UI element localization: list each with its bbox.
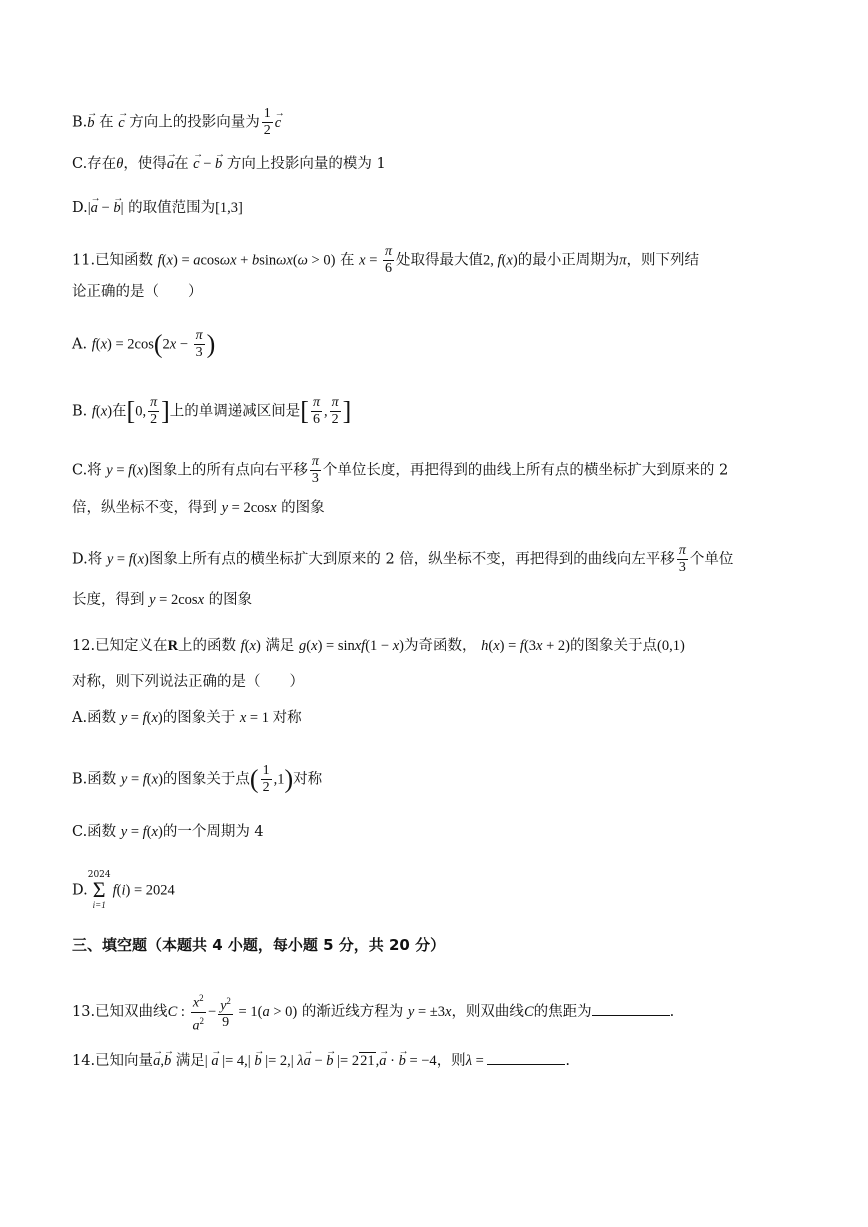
q11-option-d-line2: 长度，得到 y = 2cosx 的图象 bbox=[72, 592, 253, 608]
q14-stem: 14.已知向量→ a,→ b 满足| → a |= 4,| → b |= 2,| λ→ a − → b |= 221,→ a · → b = −4，则λ = . bbox=[72, 1050, 570, 1071]
q11-option-a: A. f(x) = 2cos(2x − $\frac{\pi}{3}$ ) bbox=[72, 328, 216, 360]
q11-option-c-line1: C.将 y = f(x)图象上的所有点向右平移 $\frac{\pi}{3}$ 个单位长度，再把得到的曲线上所有点的横坐标扩大到原来的 2 bbox=[72, 454, 729, 486]
q12-option-d: D.2024 Σ i=1f(i) = 2024 bbox=[72, 870, 175, 910]
q11-option-b: B. f(x)在[0, $\frac{\pi}{2}$ ]上的单调递减区间是[ $\frac{\pi}{6}$ , $\frac{\pi}{2}$ ] bbox=[72, 395, 352, 427]
q13-answer-blank[interactable] bbox=[592, 1001, 670, 1016]
q12-option-b: B.函数 y = f(x)的图象关于点( $\frac{1}{2}$ ,1)对称 bbox=[72, 763, 323, 795]
q11-option-c-line2: 倍，纵坐标不变，得到 y = 2cosx 的图象 bbox=[72, 500, 325, 516]
q10-option-b: B.→ b 在 → c 方向上的投影向量为 $\frac{1}{2}$ → c bbox=[72, 106, 281, 139]
q12-option-a: A.函数 y = f(x)的图象关于 x = 1 对称 bbox=[72, 710, 302, 726]
q12-stem-line1: 12.已知定义在R上的函数 f(x) 满足 g(x) = sinxf(1 − x)为奇函数， h(x) = f(3x + 2)的图象关于点(0,1) bbox=[72, 638, 685, 654]
section-3-heading: 三、填空题（本题共 4 小题，每小题 5 分，共 20 分） bbox=[72, 936, 446, 954]
q10-option-c: C.存在θ，使得→ a在 → c − → b 方向上投影向量的模为 1 bbox=[72, 154, 386, 174]
q12-option-c: C.函数 y = f(x)的一个周期为 4 bbox=[72, 824, 264, 840]
q12-stem-line2: 对称，则下列说法正确的是（ ） bbox=[72, 674, 304, 690]
q10-option-d: D.|→ a − → b| 的取值范围为[1,3] bbox=[72, 198, 243, 218]
q11-option-d-line1: D.将 y = f(x)图象上所有点的横坐标扩大到原来的 2 倍，纵坐标不变，再把得到的曲线向左平移 $\frac{\pi}{3}$ 个单位 bbox=[72, 543, 734, 575]
q14-answer-blank[interactable] bbox=[487, 1050, 565, 1065]
q11-stem-line2: 论正确的是（ ） bbox=[72, 284, 203, 300]
q13-stem: 13.已知双曲线C : $\frac{x^2}{a^2}$ − $\frac{y^2}{9}$ = 1(a > 0) 的渐近线方程为 y = ±3x，则双曲线C的焦距为 . bbox=[72, 990, 674, 1034]
q11-stem-line1: 11.已知函数 f(x) = acosωx + bsinωx(ω > 0) 在 x = $\frac{\pi}{6}$ 处取得最大值2, f(x)的最小正周期为π，则下列结 bbox=[72, 244, 699, 276]
